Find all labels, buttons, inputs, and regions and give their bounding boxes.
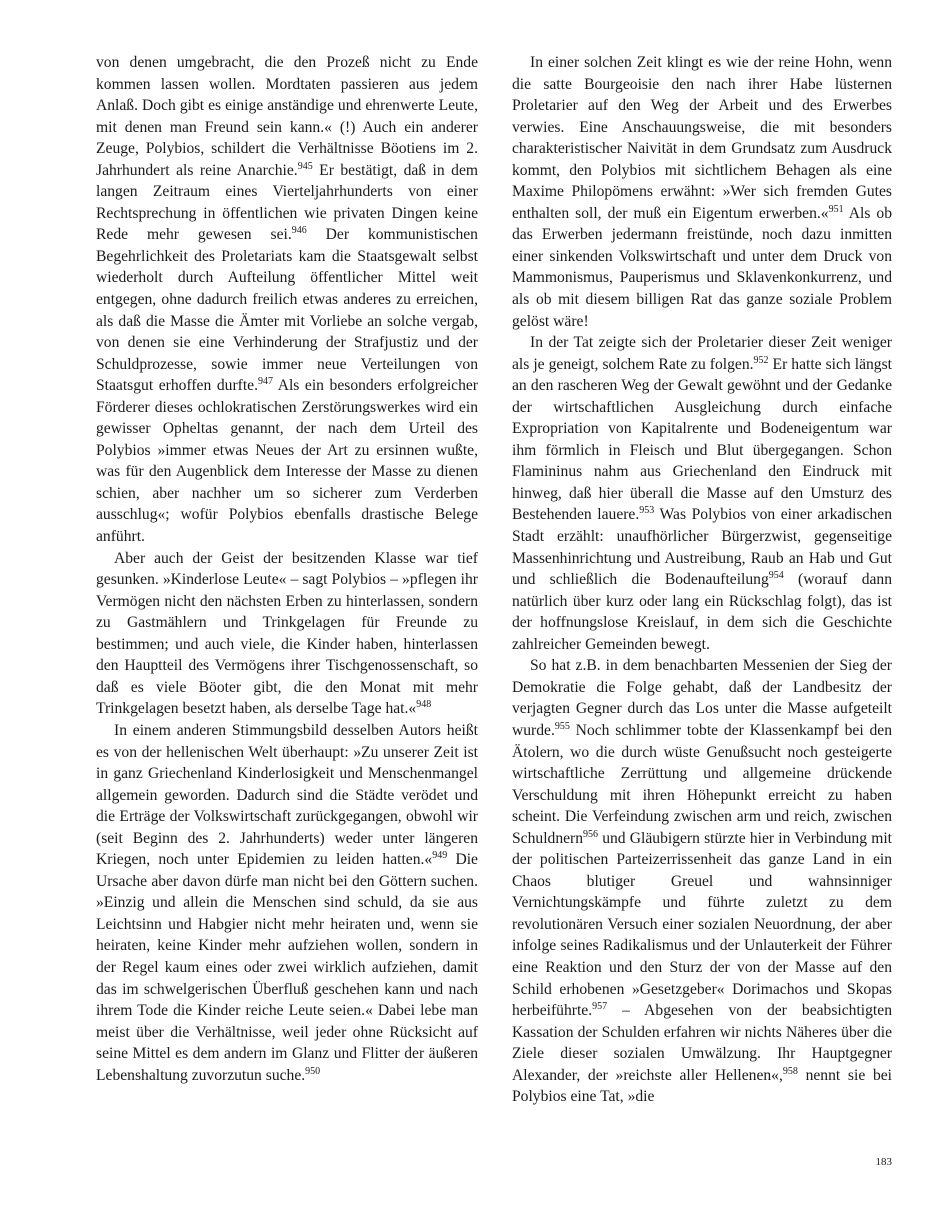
footnote-reference: 955 bbox=[554, 720, 570, 732]
paragraph bbox=[96, 52, 478, 548]
text-run: von denen umgebracht, die den Prozeß nicht zu Ende kommen lassen wollen. Mordtaten passieren aus jedem Anlaß. Doch gibt es einige anständige und ehrenwerte Leute, mit denen man Freund sein kann.« (!) Auch ein anderer Zeuge, Polybios, schildert die Verhältnisse Böotiens im 2. Jahrhundert als reine Anarchie. bbox=[96, 54, 478, 179]
paragraph bbox=[512, 655, 892, 1107]
right-column bbox=[512, 52, 892, 1108]
text-run: (worauf dann natürlich über kurz oder lang ein Rückschlag folgt), das ist der hoffnungslose Kreislauf, in dem sich die Geschichte zahlreicher Gemeinden bewegt. bbox=[512, 571, 893, 653]
footnote-reference: 951 bbox=[828, 203, 844, 215]
footnote-reference: 953 bbox=[639, 505, 655, 517]
text-run: Die Ursache aber davon dürfe man nicht bei den Göttern suchen. »Einzig und allein die Menschen sind schuld, da sie aus Leichtsinn und Habgier nicht mehr heiraten und, wenn sie heiraten, keine Kinder mehr aufziehen wollen, sondern in der Regel kaum eines oder zwei wirklich aufziehen, damit das im schwelgerischen Überfluß geschehen kann und nach ihrem Tode die Kinder reiche Leute seien.« Dabei lebe man meist über die Verhältnisse, weil jeder ohne Rücksicht auf seine Mittel es dem andern im Glanz und Flitter der äußeren Lebenshaltung zuvorzutun suche. bbox=[96, 851, 478, 1084]
page-number: 183 bbox=[875, 1156, 892, 1168]
paragraph bbox=[96, 548, 478, 720]
text-run: Noch schlimmer tobte der Klassenkampf bei den Ätolern, wo die durch wüste Genußsucht noch gesteigerte wirtschaftliche Zerrüttung und allgemeine drückende Verschuldung mit ihren Höhepunkt erreicht zu haben scheint. Die Verfeindung zwischen arm und reich, zwischen Schuldnern bbox=[512, 721, 892, 847]
footnote-reference: 958 bbox=[782, 1065, 798, 1077]
text-run: nennt sie bei Polybios eine Tat, »die bbox=[512, 1066, 893, 1106]
text-run: Was Polybios von einer arkadischen Stadt erzählt: unaufhörlicher Bürgerzwist, gegenseitige Massenhinrichtung und Austreibung, Raub an Hab und Gut und schließlich die Bodenaufteilung bbox=[512, 506, 892, 589]
footnote-reference: 950 bbox=[305, 1065, 321, 1077]
footnote-reference: 947 bbox=[257, 376, 273, 388]
text-run: Als ob das Erwerben jedermann freistünde, noch dazu inmitten einer sinkenden Volkswirtschaft und unter dem Druck von Mammonismus, Pauperismus und Sklavenkonkurrenz, und als ob mit diesem billigen Rat das ganze soziale Problem gelöst wäre! bbox=[512, 204, 892, 330]
paragraph bbox=[96, 720, 478, 1086]
footnote-reference: 945 bbox=[297, 160, 313, 172]
text-run: Aber auch der Geist der besitzenden Klasse war tief gesunken. »Kinderlose Leute« – sagt Polybios – »pflegen ihr Vermögen nicht den nächsten Erben zu hinterlassen, sondern zu Gastmählern und Trinkgelagen für Freunde zu bestimmen; und auch viele, die Kinder haben, hinterlassen den Hauptteil des Vermögens ihrer Tischgenossenschaft, so daß es viele Böoter gibt, die den Monat mit mehr Trinkgelagen besetzt haben, als derselbe Tage hat.« bbox=[96, 549, 478, 718]
text-run: – Abgesehen von der beabsichtigten Kassation der Schulden erfahren wir nichts Näheres über die Ziele dieser sozialen Umwälzung. Ihr Hauptgegner Alexander, der »reichste aller Hellenen«, bbox=[512, 1002, 892, 1084]
footnote-reference: 957 bbox=[592, 1001, 608, 1013]
text-run: In einer solchen Zeit klingt es wie der reine Hohn, wenn die satte Bourgeoisie den nach ihrer Habe lüsternen Proletarier auf den Weg der Arbeit und des Erwerbes verwies. Eine Anschauungsweise, die mit besonders charakteristischer Naivität in dem Grundsatz zum Ausdruck kommt, den Polybios mit sichtlichem Behagen als eine Maxime Philopömens erwähnt: »Wer sich fremden Gutes enthalten soll, der muß ein Eigentum erwerben.« bbox=[512, 54, 892, 222]
left-column bbox=[96, 52, 478, 1086]
text-run: Er bestätigt, daß in dem langen Zeitraum eines Vierteljahrhunderts von einer Rechtsprechung in öffentlichen wie privaten Dingen keine Rede mehr gewesen sei. bbox=[96, 161, 478, 244]
text-run: Er hatte sich längst an den rascheren Weg der Gewalt gewöhnt und der Gedanke der wirtschaftlichen Ausgleichung durch einfache Expropriation von Kapitalrente und Bodeneigentum war ihm förmlich in Fleisch und Blut übergegangen. Schon Flamininus nahm aus Griechenland den Eindruck mit hinweg, daß hier überall die Masse auf den Umsturz des Bestehenden lauere. bbox=[512, 355, 892, 524]
footnote-reference: 946 bbox=[291, 225, 307, 237]
footnote-reference: 952 bbox=[753, 354, 769, 366]
footnote-reference: 956 bbox=[583, 828, 599, 840]
text-run: In einem anderen Stimmungsbild desselben Autors heißt es von der hellenischen Welt überhaupt: »Zu unserer Zeit ist in ganz Griechenland Kinderlosigkeit und Menschenmangel allgemein geworden. Dadurch sind die Städte verödet und die Erträge der Volkswirtschaft zurückgegangen, obwohl wir (seit Beginn des 2. Jahrhunderts) weder unter längeren Kriegen, noch unter Epidemien zu leiden hatten.« bbox=[96, 721, 478, 869]
footnote-reference: 949 bbox=[432, 850, 448, 862]
paragraph bbox=[512, 332, 892, 655]
text-run: und Gläubigern stürzte hier in Verbindung mit der politischen Parteizerrissenheit das ganze Land in ein Chaos blutiger Greuel und wahnsinniger Vernichtungskämpfe und führte zuletzt zu dem revolutionären Versuch einer sozialen Neuordnung, der aber infolge seines Radikalismus und der Unlauterkeit der Führer eine Reaktion und den Sturz der von der Masse auf den Schild erhobenen »Gesetzgeber« Dorimachos und Skopas herbeiführte. bbox=[512, 829, 892, 1020]
text-run: Als ein besonders erfolgreicher Förderer dieses ochlokratischen Zerstörungswerkes wird ein gewisser Opheltas genannt, der nach dem Urteil des Polybios »immer etwas Neues der Art zu ersinnen wußte, was für den Augenblick dem Interesse der Masse zu dienen schien, aber nachher um so sicherer zum Verderben ausschlug«; wofür Polybios ebenfalls drastische Belege anführt. bbox=[96, 377, 478, 546]
paragraph bbox=[512, 52, 892, 332]
text-run: So hat z.B. in dem benachbarten Messenien der Sieg der Demokratie die Folge gehabt, daß der Landbesitz der verjagten Gegner durch das Los unter die Masse aufgeteilt wurde. bbox=[512, 657, 892, 739]
text-run: Der kommunistischen Begehrlichkeit des Proletariats kam die Staatsgewalt selbst wiederholt durch Aufteilung öffentlicher Mittel weit entgegen, ohne dadurch freilich etwas anderes zu erreichen, als daß die Masse die Ämter mit Vorliebe an solche vergab, von denen sie eine Verhinderung der Strafjustiz und der Schuldprozesse, sowie immer neue Verteilungen von Staatsgut erhoffen durfte. bbox=[96, 226, 478, 395]
text-run: In der Tat zeigte sich der Proletarier dieser Zeit weniger als je geneigt, solchem Rate zu folgen. bbox=[512, 334, 892, 373]
footnote-reference: 954 bbox=[768, 570, 784, 582]
footnote-reference: 948 bbox=[416, 699, 432, 711]
